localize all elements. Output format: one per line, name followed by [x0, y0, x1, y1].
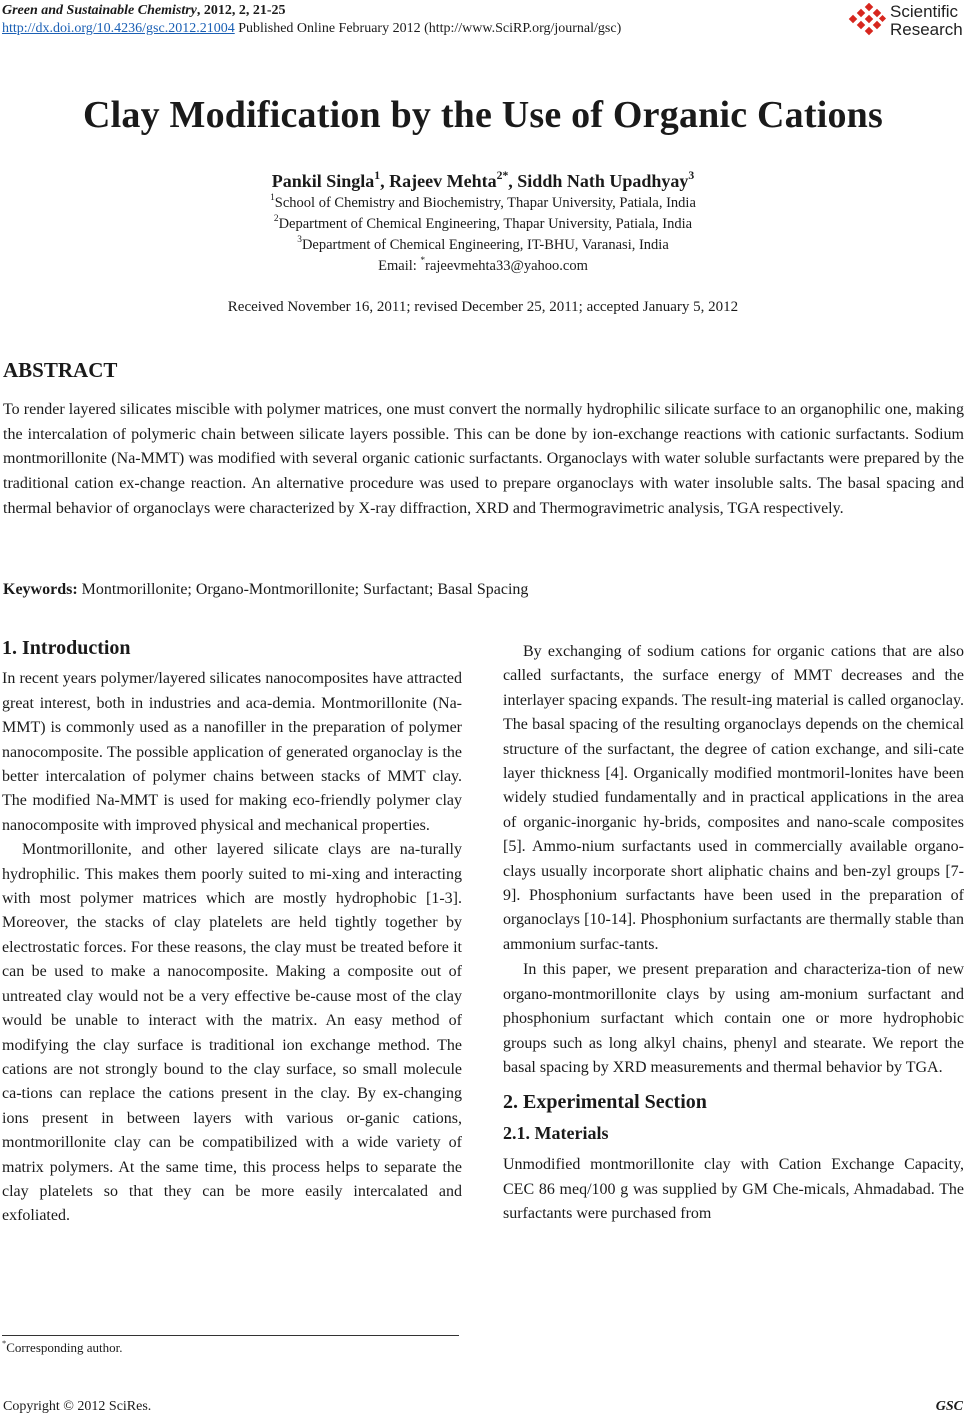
author-name: Siddh Nath Upadhyay: [517, 171, 689, 191]
affiliation: $^3$Department of Chemical Engineering, IT-BHU, Varanasi, India: [297, 235, 669, 253]
left-column: [2, 636, 462, 1229]
journal-name: Green and Sustainable Chemistry: [2, 3, 197, 18]
paragraph: In this paper, we present preparation and characteriza-tion of new organo-montmorillonite clays by using am-monium surfactant and phosphonium surfactant which contain one or more hydrophobic groups such as long alkyl chains, phenyl and stearate. We report the basal spacing by XRD measurements and thermal behavior by TGA.: [503, 961, 964, 1076]
keywords: [3, 581, 528, 599]
author-name: Pankil Singla: [271, 171, 375, 191]
email-line: Email: *rajeevmehta33@yahoo.com: [378, 256, 588, 274]
right-column: [503, 640, 964, 1226]
doi-link[interactable]: http://dx.doi.org/10.4236/gsc.2012.21004: [2, 21, 235, 36]
doi-line: [2, 21, 621, 37]
footnote-divider: [2, 1335, 459, 1336]
paragraph: By exchanging of sodium cations for organic cations that are also called surfactants, the surface energy of MMT decreases and the interlayer spacing expands. The result-ing material is called organoclay. The basal spacing of the resulting organoclays depends on the chemical structure of the surfactant, the degree of cation exchange, and sili-cate layer thickness [4]. Organically modified montmoril-lonites have been widely studied fundamentally and in practical applications in the area of organic-inorganic hy-brids, composites and nano-scale composites [5]. Ammo-nium surfactants used in commercially available organo-clays usually incorporate short aliphatic chains and ben-zyl groups [7-9]. Phosphonium surfactants have been used in the preparation of organoclays [10-14]. Phosphonium surfactants are thermally stable than ammonium surfac-tants.: [503, 643, 964, 953]
paragraph: Montmorillonite, and other layered silicate clays are na-turally hydrophilic. This makes them poorly suited to mi-xing and interacting with most polymer matrices which are mostly hydrophobic [1-3]. Moreover, the stacks of clay platelets are held tightly together by electrostatic forces. For these reasons, the clay must be treated before it can be used to make a nanocomposite. Making a composite out of untreated clay would not be a very effective be-cause most of the clay would be unable to interact with the matrix. An easy method of modifying the clay surface is traditional ion exchange method. The cations are not strongly bound to the clay surface, so small molecule ca-tions can replace the cations present in the clay. By ex-changing ions present in between layers with various or-ganic cations, montmorillonite clay can be compatibilized with a wide variety of matrix polymers. At the same time, this process helps to separate the clay platelets so that they can be more easily intercalated and exfoliated.: [2, 841, 462, 1225]
keywords-label: Keywords:: [3, 581, 78, 598]
scientific-research-logo-icon: [846, 3, 888, 41]
journal-citation: [2, 3, 286, 19]
logo-wordmark: Scientific Research: [890, 2, 963, 39]
citation-details: , 2012, 2, 21-25: [196, 3, 286, 18]
received-dates: Received November 16, 2011; revised December 25, 2011; accepted January 5, 2012: [227, 299, 739, 315]
email-address: rajeevmehta33@yahoo.com: [425, 258, 588, 274]
keywords-text: Montmorillonite; Organo-Montmorillonite; Surfactant; Basal Spacing: [77, 581, 529, 598]
section-heading-experimental: 2. Experimental Section: [503, 1091, 707, 1114]
section-heading-introduction: 1. Introduction: [2, 637, 131, 659]
author-name: Rajeev Mehta: [389, 171, 497, 191]
published-online: Published Online February 2012 (http://www.SciRP.org/journal/gsc): [234, 21, 622, 36]
subsection-heading-materials: 2.1. Materials: [503, 1122, 609, 1143]
footnote: *Corresponding author.: [2, 1337, 123, 1355]
abstract-heading: ABSTRACT: [3, 358, 118, 382]
copyright: Copyright © 2012 SciRes.: [3, 1399, 152, 1414]
affiliation: $^2$Department of Chemical Engineering, Thapar University, Patiala, India: [273, 214, 693, 232]
journal-abbreviation: GSC: [935, 1399, 963, 1414]
abstract-text: To render layered silicates miscible with polymer matrices, one must convert the normally hydrophilic silicate surface to an organophilic one, making the intercalation of polymeric chain between silicate layers possible. This can be done by ion-exchange reactions with cationic surfactants. Sodium montmorillonite (Na-MMT) was modified with several organic cationic surfactants. Organoclays with water soluble surfactants were prepared by the traditional cation ex-change reaction. An alternative procedure was used to prepare organoclays with water insoluble salts. The basal spacing and thermal behavior of organoclays were characterized by X-ray diffraction, XRD and Thermogravimetric analysis, TGA respectively.: [3, 401, 964, 517]
paper-title: Clay Modification by the Use of Organic Cations: [83, 94, 883, 136]
affiliation: $^1$School of Chemistry and Biochemistry, Thapar University, Patiala, India: [270, 193, 696, 211]
author-list: Pankil Singla$^1$, Rajeev Mehta$^{2*}$, Siddh Nath Upadhyay$^3$: [271, 168, 695, 191]
paragraph: Unmodified montmorillonite clay with Cation Exchange Capacity, CEC 86 meq/100 g was supplied by GM Che-micals, Ahmadabad. The surfactants were purchased from: [503, 1156, 964, 1222]
publisher-logo: [846, 3, 966, 41]
paragraph: In recent years polymer/layered silicates nanocomposites have attracted great interest, both in industries and aca-demia. Montmorillonite (Na-MMT) is commonly used as a nanofiller in the preparation of polymer nanocomposite. The possible application of generated organoclay is the better intercalation of polymer chains between stacks of MMT clay. The modified Na-MMT is used for making eco-friendly polymer clay nanocomposite with improved physical and mechanical properties.: [2, 670, 462, 834]
